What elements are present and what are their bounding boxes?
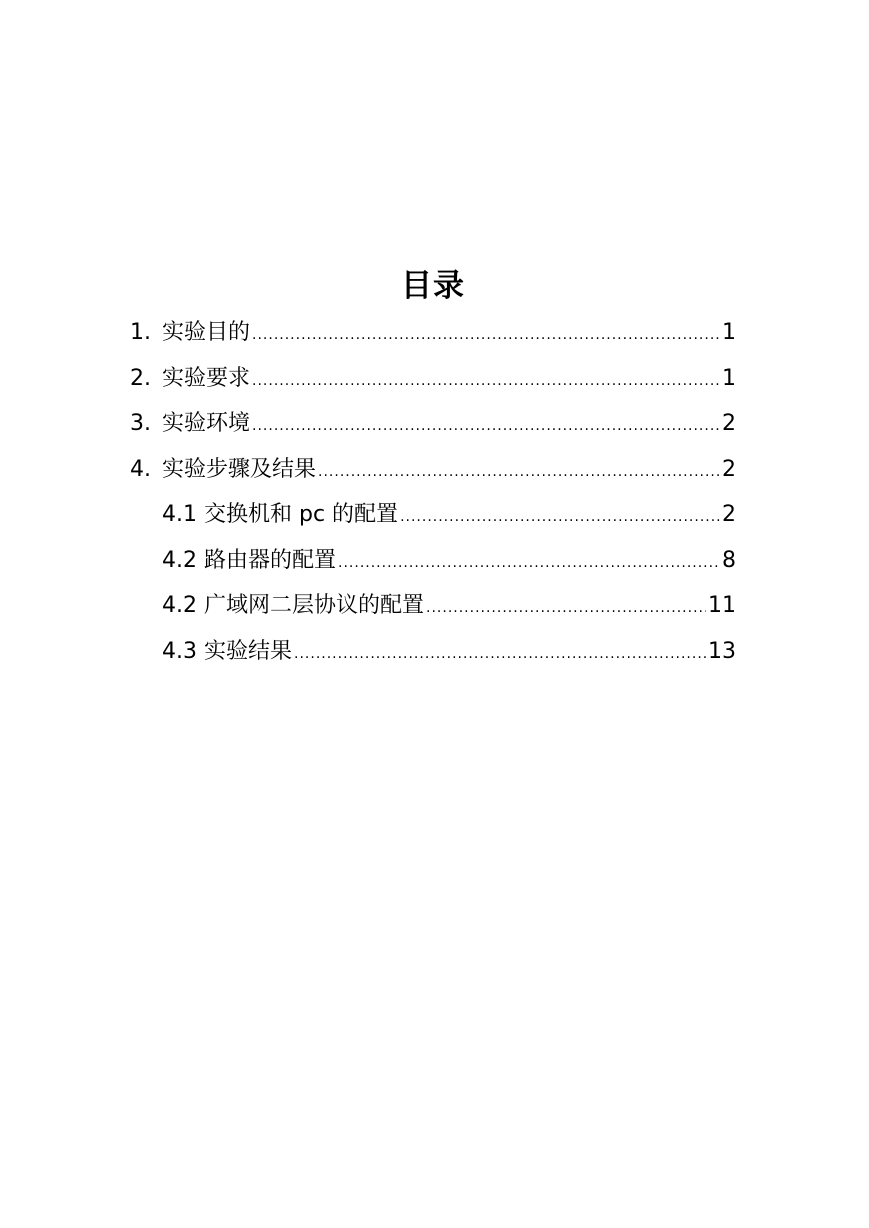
dot-leader [252,313,720,359]
toc-entry-number: 4. [130,456,151,482]
toc-entry-page: 13 [708,638,736,664]
toc-entry-label: 实验步骤及结果 [162,456,317,482]
toc-entry-number: 1. [130,320,151,345]
toc-entry-number: 4.2 [162,547,197,573]
toc-entry-switch-pc-config[interactable] [130,492,736,538]
toc-entry-experiment-requirements[interactable] [130,356,736,402]
toc-entry-label: 路由器的配置 [204,547,337,573]
toc-list [130,310,736,674]
toc-entry-label: 广域网二层协议的配置 [204,593,425,618]
toc-entry-page: 2 [722,456,736,482]
toc-entry-label: 交换机和 pc 的配置 [204,502,399,527]
toc-entry-experiment-environment[interactable] [130,401,736,447]
toc-entry-page: 2 [722,502,736,527]
dot-leader [252,404,720,450]
toc-entry-page: 1 [722,320,736,345]
toc-entry-wan-layer2-config[interactable] [130,583,736,629]
toc-entry-page: 8 [722,547,736,573]
toc-entry-page: 1 [722,365,736,391]
toc-entry-number: 2. [130,365,151,391]
toc-title: 目录 [401,268,465,304]
toc-entry-router-config[interactable] [130,538,736,584]
toc-entry-number: 4.1 [162,502,197,527]
toc-entry-number: 4.3 [162,638,197,664]
toc-entry-page: 11 [708,593,736,618]
dot-leader [400,495,720,541]
dot-leader [252,359,720,405]
toc-entry-label: 实验目的 [162,320,251,345]
toc-entry-experiment-steps[interactable] [130,447,736,493]
toc-entry-label: 实验结果 [204,638,293,664]
dot-leader [338,541,720,587]
toc-entry-experiment-purpose[interactable] [130,310,736,356]
toc-entry-number: 4.2 [162,593,197,618]
toc-entry-label: 实验环境 [162,411,251,436]
dot-leader [318,450,720,496]
table-of-contents [130,262,736,674]
toc-entry-page: 2 [722,411,736,436]
dot-leader [426,586,706,632]
toc-entry-label: 实验要求 [162,365,251,391]
toc-entry-experiment-results[interactable] [130,629,736,675]
dot-leader [294,632,706,678]
toc-entry-number: 3. [130,411,151,436]
